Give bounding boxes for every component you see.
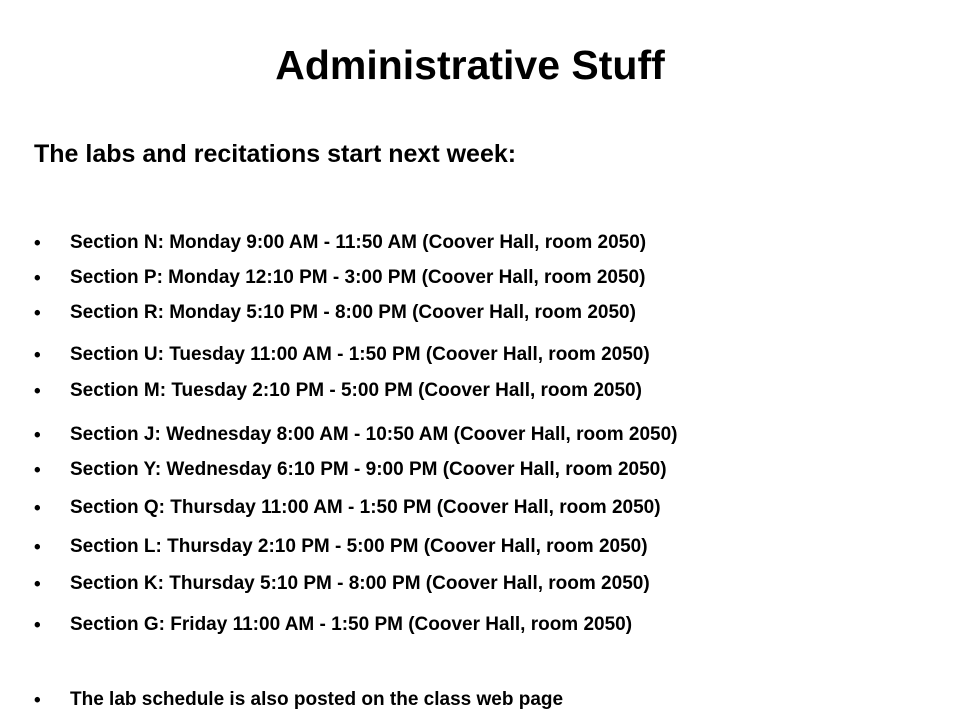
section-text: Section L: Thursday 2:10 PM - 5:00 PM (Coover Hall, room 2050): [70, 536, 648, 557]
list-item: [34, 686, 563, 714]
slide-title: Administrative Stuff: [275, 42, 665, 88]
section-text: Section U: Tuesday 11:00 AM - 1:50 PM (Coover Hall, room 2050): [70, 344, 650, 365]
bullet-icon: •: [34, 573, 41, 595]
list-item: [34, 533, 648, 561]
bullet-icon: •: [34, 459, 41, 481]
list-item: [34, 229, 646, 257]
section-text: Section G: Friday 11:00 AM - 1:50 PM (Coover Hall, room 2050): [70, 614, 633, 635]
bullet-icon: •: [34, 267, 41, 289]
section-text: Section J: Wednesday 8:00 AM - 10:50 AM (Coover Hall, room 2050): [70, 424, 678, 445]
section-text: Section R: Monday 5:10 PM - 8:00 PM (Coover Hall, room 2050): [70, 302, 636, 323]
bullet-icon: •: [34, 302, 41, 324]
list-item: [34, 264, 645, 292]
bullet-icon: •: [34, 344, 41, 366]
bullet-icon: •: [34, 689, 41, 711]
section-text: Section Y: Wednesday 6:10 PM - 9:00 PM (Coover Hall, room 2050): [70, 459, 667, 480]
bullet-icon: •: [34, 497, 41, 519]
section-text: Section P: Monday 12:10 PM - 3:00 PM (Coover Hall, room 2050): [70, 267, 646, 288]
bullet-icon: •: [34, 380, 41, 402]
slide-subtitle: The labs and recitations start next week:: [34, 140, 517, 168]
list-item: [34, 341, 650, 369]
section-text: Section Q: Thursday 11:00 AM - 1:50 PM (Coover Hall, room 2050): [70, 497, 661, 518]
list-item: [34, 456, 667, 484]
list-item: [34, 494, 661, 522]
list-item: [34, 421, 677, 449]
bullet-icon: •: [34, 424, 41, 446]
bullet-icon: •: [34, 232, 41, 254]
list-item: [34, 570, 650, 598]
list-item: [34, 299, 636, 327]
bullet-icon: •: [34, 614, 41, 636]
list-item: [34, 377, 642, 405]
list-item: [34, 611, 632, 639]
section-text: Section M: Tuesday 2:10 PM - 5:00 PM (Coover Hall, room 2050): [70, 380, 642, 401]
bullet-icon: •: [34, 536, 41, 558]
section-text: Section K: Thursday 5:10 PM - 8:00 PM (Coover Hall, room 2050): [70, 573, 650, 594]
section-text: Section N: Monday 9:00 AM - 11:50 AM (Coover Hall, room 2050): [70, 232, 647, 253]
footer-note: The lab schedule is also posted on the class web page: [70, 689, 564, 710]
